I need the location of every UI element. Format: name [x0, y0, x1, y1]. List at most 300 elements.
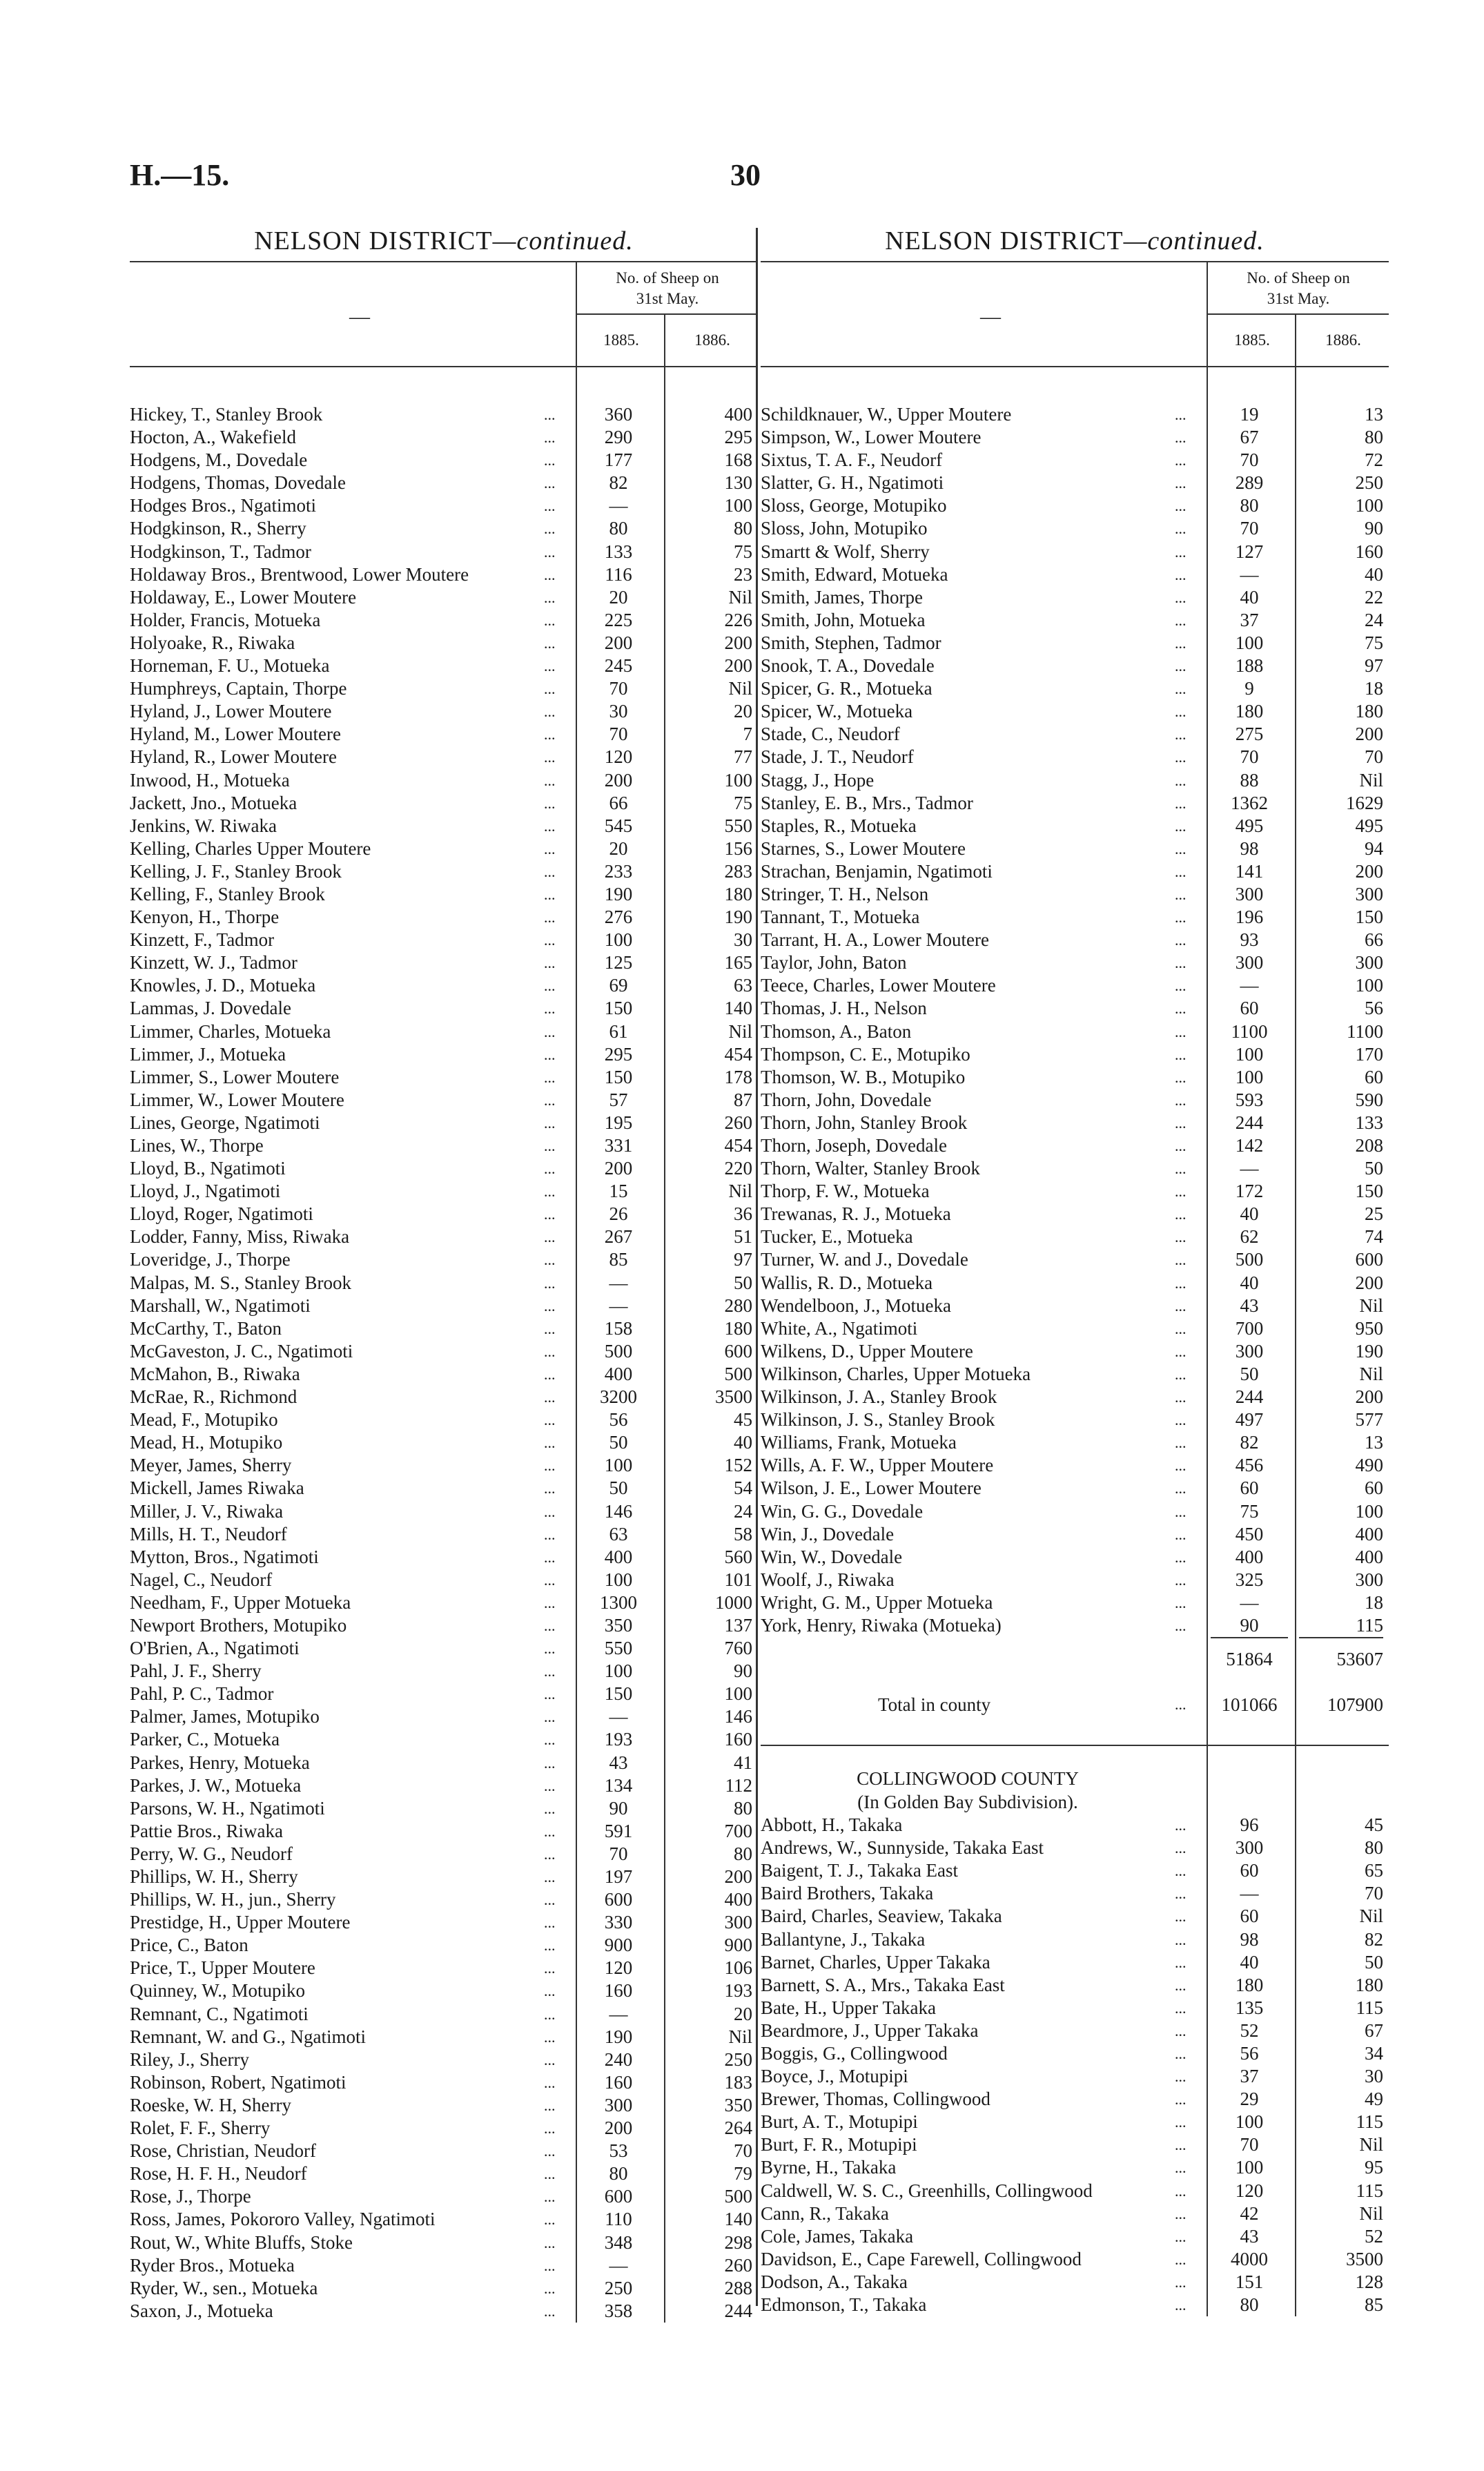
- owner-name: Boggis, G., Collingwood: [761, 2043, 948, 2064]
- sheep-1886: 74: [1365, 1226, 1383, 1248]
- table-row: [130, 1660, 758, 1683]
- sheep-1885: 200: [604, 2118, 633, 2139]
- owner-name: McCarthy, T., Baton: [130, 1317, 282, 1339]
- owner-name: Andrews, W., Sunnyside, Takaka East: [761, 1837, 1044, 1859]
- table-row: [761, 1066, 1389, 1089]
- sheep-1885: 300: [1235, 1340, 1264, 1362]
- leader-dots: ...: [1175, 1908, 1187, 1926]
- sheep-1886: 577: [1355, 1409, 1383, 1431]
- leader-dots: ...: [1175, 885, 1187, 903]
- sheep-1886: Nil: [1359, 2202, 1383, 2224]
- county-subtitle: (In Golden Bay Subdivision).: [857, 1792, 1078, 1813]
- owner-name: Kelling, J. F., Stanley Brook: [130, 860, 342, 882]
- leader-dots: ...: [1175, 1976, 1187, 1994]
- sheep-1886: 150: [1355, 1181, 1383, 1202]
- owner-name: Saxon, J., Motueka: [130, 2300, 273, 2321]
- leader-dots: ...: [1175, 1365, 1187, 1383]
- table-row: [761, 2042, 1389, 2065]
- leader-dots: ...: [1175, 1114, 1187, 1132]
- owner-name: Rolet, F. F., Sherry: [130, 2118, 271, 2139]
- leader-dots: ...: [544, 909, 556, 927]
- owner-name: Tarrant, H. A., Lower Moutere: [761, 929, 990, 951]
- table-row: [130, 1180, 758, 1203]
- table-row: [761, 792, 1389, 815]
- leader-dots: ...: [544, 1342, 556, 1360]
- leader-dots: ...: [1175, 1571, 1187, 1589]
- sheep-1886: 70: [1365, 746, 1383, 768]
- sheep-1885: 67: [1240, 427, 1259, 448]
- leader-dots: ...: [1175, 474, 1187, 492]
- owner-name: Sixtus, T. A. F., Neudorf: [761, 449, 943, 471]
- sheep-1886: 20: [734, 2003, 752, 2024]
- owner-name: Wilkinson, J. S., Stanley Brook: [761, 1409, 995, 1431]
- sheep-1885: 100: [604, 929, 633, 951]
- table-row: [130, 494, 758, 517]
- owner-name: Smith, Stephen, Tadmor: [761, 632, 941, 653]
- owner-name: Ross, James, Pokororo Valley, Ngatimoti: [130, 2209, 436, 2230]
- leader-dots: ...: [544, 1137, 556, 1154]
- sheep-1886: 700: [724, 1820, 752, 1841]
- section-title-suffix: —continued.: [1123, 226, 1265, 255]
- sheep-1885: 80: [1240, 495, 1259, 516]
- sheep-1886: 495: [1355, 815, 1383, 836]
- section-title-text: NELSON DISTRICT: [885, 226, 1124, 255]
- sheep-1886: 300: [724, 1912, 752, 1933]
- sheep-1885: 100: [1235, 632, 1264, 653]
- leader-dots: ...: [1175, 1342, 1187, 1360]
- leader-dots: ...: [1175, 794, 1187, 812]
- table-row: [130, 1272, 758, 1295]
- table-row: [761, 1089, 1389, 1112]
- sheep-1886: 220: [724, 1158, 752, 1179]
- leader-dots: ...: [544, 1023, 556, 1040]
- owner-name: Starnes, S., Lower Moutere: [761, 837, 966, 859]
- table-row: [761, 769, 1389, 792]
- table-row: [130, 1843, 758, 1866]
- table-row: [130, 906, 758, 929]
- sheep-1886: 100: [724, 769, 752, 791]
- owner-name: Lloyd, J., Ngatimoti: [130, 1181, 281, 1202]
- leader-dots: ...: [1175, 611, 1187, 629]
- sheep-1886: 115: [1356, 2180, 1383, 2201]
- leader-dots: ...: [1175, 1525, 1187, 1543]
- sheep-1886: 760: [724, 1638, 752, 1659]
- sheep-1886: 200: [1355, 860, 1383, 882]
- sheep-1885: 125: [604, 952, 633, 973]
- table-row: [761, 1837, 1389, 1859]
- table-row: [761, 609, 1389, 632]
- table-row: [761, 2202, 1389, 2225]
- sheep-1885: 450: [1235, 1523, 1264, 1544]
- sheep-1885: 93: [1240, 929, 1259, 951]
- owner-name: Lines, George, Ngatimoti: [130, 1112, 320, 1133]
- owner-name: Stagg, J., Hope: [761, 769, 875, 791]
- table-row: [130, 677, 758, 700]
- owner-name: Wendelboon, J., Motueka: [761, 1295, 952, 1316]
- sheep-1886: 1100: [1347, 1020, 1383, 1042]
- sheep-1886: 100: [724, 1683, 752, 1705]
- leader-dots: ...: [544, 931, 556, 949]
- name-column-header: —: [349, 305, 370, 328]
- leader-dots: ...: [544, 1754, 556, 1772]
- leader-dots: ...: [544, 748, 556, 766]
- table-row: [761, 541, 1389, 563]
- sheep-1885: 151: [1235, 2271, 1264, 2292]
- sheep-1886: 82: [1365, 1928, 1383, 1950]
- table-row: [761, 1569, 1389, 1591]
- owner-name: Remnant, C., Ngatimoti: [130, 2003, 309, 2024]
- sheep-1886: 13: [1365, 404, 1383, 425]
- sheep-1885: 90: [609, 1797, 628, 1819]
- leader-dots: ...: [544, 703, 556, 721]
- county-total-1885: 101066: [1221, 1694, 1278, 1716]
- leader-dots: ...: [544, 2096, 556, 2114]
- leader-dots: ...: [544, 1319, 556, 1337]
- table-row: [761, 1814, 1389, 1837]
- owner-name: Nagel, C., Neudorf: [130, 1569, 273, 1590]
- table-row: [130, 2003, 758, 2026]
- owner-name: Cann, R., Takaka: [761, 2202, 889, 2224]
- owner-name: Win, G. G., Dovedale: [761, 1500, 924, 1522]
- sheep-1885: 200: [604, 769, 633, 791]
- owner-name: Limmer, S., Lower Moutere: [130, 1066, 340, 1087]
- owner-name: Pahl, J. F., Sherry: [130, 1660, 262, 1682]
- table-row: [761, 1340, 1389, 1363]
- owner-name: Rout, W., White Bluffs, Stoke: [130, 2231, 353, 2253]
- sheep-1885: 700: [1235, 1317, 1264, 1339]
- leader-dots: ...: [1175, 452, 1187, 469]
- sheep-1885: 88: [1240, 769, 1259, 791]
- leader-dots: ...: [544, 680, 556, 698]
- sheep-1885: 300: [1235, 952, 1264, 973]
- sheep-1886: 100: [724, 495, 752, 516]
- sheep-1886: 156: [724, 837, 752, 859]
- owner-name: Horneman, F. U., Motueka: [130, 655, 330, 677]
- leader-dots: ...: [1175, 588, 1187, 606]
- owner-name: Pattie Bros., Riwaka: [130, 1820, 283, 1841]
- sheep-1886: Nil: [728, 586, 752, 608]
- sheep-1886: 77: [734, 746, 752, 768]
- sheep-1885: 70: [609, 678, 628, 699]
- sheep-1886: 100: [1355, 495, 1383, 516]
- leader-dots: ...: [544, 611, 556, 629]
- sheep-1885: 40: [1240, 1203, 1259, 1225]
- leader-dots: ...: [1175, 565, 1187, 583]
- leader-dots: ...: [1175, 748, 1187, 766]
- sheep-1885: 120: [604, 746, 633, 768]
- leader-dots: ...: [544, 634, 556, 652]
- sheep-1885: 500: [1235, 1249, 1264, 1270]
- sheep-1885: 300: [1235, 883, 1264, 904]
- sheep-1886: 160: [724, 1729, 752, 1750]
- sheep-1886: 67: [1365, 2019, 1383, 2041]
- table-row: [130, 1705, 758, 1728]
- sheep-1885: 20: [609, 586, 628, 608]
- table-row: [761, 517, 1389, 540]
- table-row: [761, 2271, 1389, 2294]
- sheep-1885: 350: [604, 1614, 633, 1636]
- sheep-1885: 50: [609, 1477, 628, 1499]
- owner-name: Price, T., Upper Moutere: [130, 1957, 315, 1979]
- sheep-1885: 190: [604, 883, 633, 904]
- leader-dots: ...: [1175, 1297, 1187, 1315]
- owner-name: Cole, James, Takaka: [761, 2225, 914, 2247]
- leader-dots: ...: [1175, 2022, 1187, 2039]
- leader-dots: ...: [1175, 2182, 1187, 2200]
- sheep-1885: 4000: [1231, 2248, 1268, 2269]
- leader-dots: ...: [544, 588, 556, 606]
- sheep-1885: 150: [604, 1683, 633, 1705]
- table-row: [761, 2294, 1389, 2316]
- table-row: [761, 1386, 1389, 1408]
- sheep-1886: 250: [724, 2048, 752, 2070]
- sheep-1886: 283: [724, 860, 752, 882]
- sheep-1885: 197: [604, 1866, 633, 1887]
- sheep-1886: 3500: [715, 1386, 752, 1408]
- sheep-1886: 400: [724, 1889, 752, 1910]
- owner-name: Slatter, G. H., Ngatimoti: [761, 472, 944, 494]
- leader-dots: ...: [1175, 1999, 1187, 2017]
- leader-dots: ...: [1175, 2045, 1187, 2062]
- table-row: [761, 883, 1389, 906]
- sheep-1886: 400: [724, 404, 752, 425]
- table-row: [130, 746, 758, 768]
- sheep-1886: 560: [724, 1546, 752, 1567]
- owner-name: White, A., Ngatimoti: [761, 1317, 918, 1339]
- county-heading: [761, 1767, 1389, 1790]
- table-row: [761, 1272, 1389, 1295]
- sheep-1886: 22: [1365, 586, 1383, 608]
- owner-name: Inwood, H., Motueka: [130, 769, 290, 791]
- sheep-count-header: [576, 262, 758, 315]
- leader-dots: ...: [544, 885, 556, 903]
- table-row: [130, 2026, 758, 2048]
- sheep-1885: 82: [609, 472, 628, 494]
- table-row: [130, 723, 758, 746]
- leader-dots: ...: [544, 1868, 556, 1886]
- leader-dots: ...: [1175, 1953, 1187, 1971]
- sheep-count-header-line1: No. of Sheep on: [1247, 269, 1350, 287]
- table-row: [130, 563, 758, 586]
- sheep-1885: 80: [609, 518, 628, 539]
- sheep-1886: 264: [724, 2118, 752, 2139]
- sheep-1886: Nil: [728, 2026, 752, 2047]
- owner-name: Loveridge, J., Thorpe: [130, 1249, 291, 1270]
- sheep-1885: 200: [604, 632, 633, 653]
- sheep-1886: 600: [1355, 1249, 1383, 1270]
- table-row: [761, 1974, 1389, 1997]
- sheep-1885: 20: [609, 837, 628, 859]
- owner-name: O'Brien, A., Ngatimoti: [130, 1638, 300, 1659]
- owner-name: Wilkens, D., Upper Moutere: [761, 1340, 973, 1362]
- owner-name: Ballantyne, J., Takaka: [761, 1928, 926, 1950]
- sheep-1885: 100: [1235, 1066, 1264, 1087]
- sheep-1886: 454: [724, 1043, 752, 1065]
- owner-name: Kinzett, W. J., Tadmor: [130, 952, 297, 973]
- owner-name: Sloss, John, Motupiko: [761, 518, 928, 539]
- sheep-1886: 36: [734, 1203, 752, 1225]
- leader-dots: ...: [544, 2142, 556, 2160]
- leader-dots: ...: [1175, 726, 1187, 744]
- sheep-1885: 61: [609, 1020, 628, 1042]
- owner-name: Hodges Bros., Ngatimoti: [130, 495, 316, 516]
- page-reference: H.—15.: [130, 158, 230, 192]
- table-row: [761, 1408, 1389, 1431]
- owner-name: Palmer, James, Motupiko: [130, 1706, 320, 1727]
- sheep-1885: 360: [604, 404, 633, 425]
- sheep-1886: 550: [724, 815, 752, 836]
- sheep-1886: Nil: [1359, 2134, 1383, 2155]
- table-row: [761, 2248, 1389, 2271]
- leader-dots: ...: [1175, 840, 1187, 857]
- table-row: [761, 974, 1389, 997]
- spacer: [761, 1746, 1389, 1767]
- owner-name: Robinson, Robert, Ngatimoti: [130, 2071, 346, 2093]
- sheep-1885: 195: [604, 1112, 633, 1133]
- owner-name: Needham, F., Upper Motueka: [130, 1591, 351, 1613]
- sheep-1886: 193: [724, 1980, 752, 2002]
- leader-dots: ...: [1175, 657, 1187, 675]
- sheep-1886: 54: [734, 1477, 752, 1499]
- table-row: [761, 1295, 1389, 1317]
- sheep-1886: 160: [1355, 541, 1383, 562]
- leader-dots: ...: [544, 1663, 556, 1680]
- sheep-1885: —: [1240, 1591, 1259, 1613]
- table-row: [130, 860, 758, 883]
- table-row: [761, 929, 1389, 951]
- table-row: [130, 929, 758, 951]
- sheep-1886: 40: [1365, 563, 1383, 585]
- table-row: [130, 1112, 758, 1134]
- sheep-1886: 128: [1355, 2271, 1383, 2292]
- table-row: [761, 746, 1389, 768]
- table-row: [130, 2048, 758, 2071]
- owner-name: Remnant, W. and G., Ngatimoti: [130, 2026, 366, 2047]
- table-row: [761, 1134, 1389, 1157]
- owner-name: McMahon, B., Riwaka: [130, 1363, 300, 1384]
- table-row: [761, 1997, 1389, 2019]
- sheep-1885: 244: [1235, 1112, 1264, 1133]
- leader-dots: ...: [544, 406, 556, 423]
- table-row: [761, 2156, 1389, 2179]
- county-total-row: [761, 1678, 1389, 1746]
- sheep-1885: 250: [604, 2277, 633, 2298]
- table-row: [761, 494, 1389, 517]
- sheep-1886: 58: [734, 1523, 752, 1544]
- sheep-1885: 56: [1240, 2043, 1259, 2064]
- leader-dots: ...: [544, 1183, 556, 1201]
- sheep-1885: 98: [1240, 1928, 1259, 1950]
- sheep-1886: 140: [724, 2209, 752, 2230]
- owner-name: Sloss, George, Motupiko: [761, 495, 947, 516]
- table-row: [130, 1477, 758, 1500]
- sheep-1885: —: [609, 1706, 628, 1727]
- leader-dots: ...: [1175, 1274, 1187, 1292]
- sheep-1886: Nil: [1359, 1906, 1383, 1927]
- sheep-1885: 50: [609, 1432, 628, 1453]
- leader-dots: ...: [544, 1000, 556, 1018]
- table-row: [761, 632, 1389, 655]
- sheep-1885: 70: [609, 1843, 628, 1864]
- sheep-1886: 200: [1355, 1386, 1383, 1408]
- owner-name: Schildknauer, W., Upper Moutere: [761, 404, 1012, 425]
- leader-dots: ...: [1175, 2227, 1187, 2245]
- sheep-1885: 295: [604, 1043, 633, 1065]
- sheep-1886: 80: [1365, 1837, 1383, 1859]
- table-row: [761, 2019, 1389, 2042]
- leader-dots: ...: [544, 2302, 556, 2320]
- leader-dots: ...: [1175, 1183, 1187, 1201]
- table-row: [130, 1934, 758, 1957]
- owner-name: Holdaway, E., Lower Moutere: [130, 586, 357, 608]
- owner-name: Pahl, P. C., Tadmor: [130, 1683, 274, 1705]
- sheep-1885: 180: [1235, 1974, 1264, 1995]
- table-row: [761, 1928, 1389, 1951]
- county-subheading: [761, 1790, 1389, 1814]
- year-1886-header: 1886.: [664, 315, 759, 366]
- owner-name: Stringer, T. H., Nelson: [761, 883, 929, 904]
- sheep-1886: 130: [724, 472, 752, 494]
- table-row: [130, 655, 758, 677]
- leader-dots: ...: [1175, 680, 1187, 698]
- sheep-1885: 358: [604, 2300, 633, 2321]
- table-row: [130, 1728, 758, 1751]
- owner-name: Lines, W., Thorpe: [130, 1135, 264, 1156]
- table-row: [130, 1637, 758, 1660]
- sheep-1886: 80: [734, 1797, 752, 1819]
- table-row: [761, 1431, 1389, 1454]
- owner-name: Brewer, Thomas, Collingwood: [761, 2089, 990, 2110]
- owner-name: Thorn, Walter, Stanley Brook: [761, 1158, 980, 1179]
- owner-name: Burt, A. T., Motupipi: [761, 2111, 918, 2133]
- leader-dots: ...: [544, 1548, 556, 1566]
- sheep-1885: 90: [1240, 1614, 1259, 1636]
- sheep-1886: 18: [1365, 1591, 1383, 1613]
- leader-dots: ...: [544, 1160, 556, 1178]
- sheep-1885: 29: [1240, 2089, 1259, 2110]
- sheep-1885: 196: [1235, 907, 1264, 928]
- sheep-1886: 200: [724, 1866, 752, 1887]
- leader-dots: ...: [544, 1914, 556, 1932]
- section-title-text: NELSON DISTRICT: [254, 226, 493, 255]
- sheep-1886: 72: [1365, 449, 1383, 471]
- sheep-1885: 600: [604, 1889, 633, 1910]
- sheep-1886: 200: [724, 655, 752, 677]
- leader-dots: ...: [544, 1845, 556, 1863]
- table-row: [761, 677, 1389, 700]
- owner-name: Williams, Frank, Motueka: [761, 1432, 957, 1453]
- owner-name: Davidson, E., Cape Farewell, Collingwood: [761, 2248, 1082, 2269]
- owner-name: Lodder, Fanny, Miss, Riwaka: [130, 1226, 350, 1248]
- sheep-1886: 146: [724, 1706, 752, 1727]
- owner-name: Tannant, T., Motueka: [761, 907, 920, 928]
- sheep-1886: 94: [1365, 837, 1383, 859]
- table-row: [761, 2088, 1389, 2111]
- sheep-1886: 24: [1365, 609, 1383, 630]
- sheep-1885: 120: [604, 1957, 633, 1979]
- sheep-1885: 60: [1240, 1860, 1259, 1881]
- leader-dots: ...: [544, 954, 556, 972]
- owner-name: York, Henry, Riwaka (Motueka): [761, 1614, 1002, 1636]
- owner-name: Boyce, J., Motupipi: [761, 2066, 908, 2087]
- table-row: [761, 1112, 1389, 1134]
- owner-name: Woolf, J., Riwaka: [761, 1569, 895, 1590]
- sheep-1885: 100: [1235, 2157, 1264, 2178]
- table-row: [761, 1614, 1389, 1637]
- table-header: [761, 261, 1389, 367]
- table-row: [761, 2065, 1389, 2088]
- leader-dots: ...: [1175, 1457, 1187, 1475]
